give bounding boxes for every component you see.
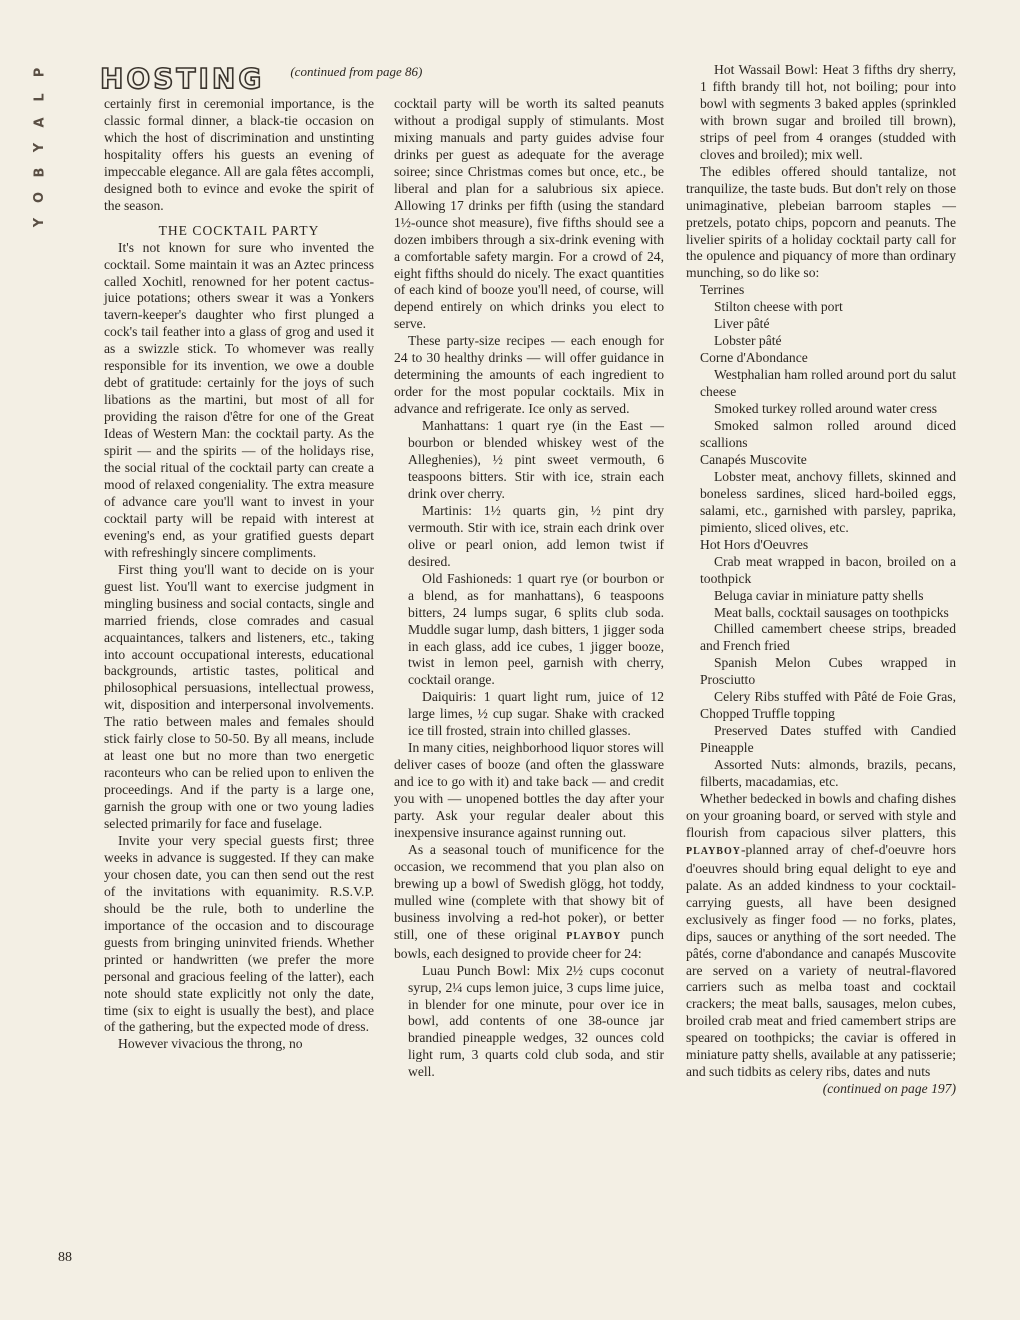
sidebar-letter: L	[32, 93, 48, 102]
paragraph: The edibles offered should tantalize, not tranquilize, the taste buds. But don't rely on those unimaginative, plebeian barroom staples — pretzels, potato chips, popcorn and peanuts. The livelier spirits of a holiday cocktail party call for the opulence and piquancy of more than ordinary munching, so do like so:	[686, 163, 956, 281]
recipe-martinis: Martinis: 1½ quarts gin, ½ pint dry vermouth. Stir with ice, strain each drink over olive or pearl onion, add lemon twist if desired.	[408, 502, 664, 569]
paragraph: In many cities, neighborhood liquor stores will deliver cases of booze (and often the glassware and ice to go with it) and take back — and credit you with — unopened bottles the day after your party. Ask your regular dealer about this inexpensive insurance against running out.	[394, 740, 664, 840]
column-2	[394, 96, 664, 1081]
menu-item: Stilton cheese with port	[714, 299, 843, 315]
paragraph: It's not known for sure who invented the cocktail. Some maintain it was an Aztec princess called Xochitl, renowned for her potent cactus-juice potations; others swear it was a Yonkers tavern-keeper's daughter who first plunged a cock's tail feather into a glass of grog and used it as a swizzle stick. To whomever was really responsible for its invention, we owe a double debt of gratitude: certainly for the joys of such libations as the martini, but most of all for providing the raison d'être for one of the Great Ideas of Western Man: the cocktail party. As the spirit — and the spirits — of the holidays rise, the social ritual of the cocktail party can create a mood of relaxed congeniality. The extra measure of advance care you'll want to invest in your cocktail party will be repaid with interest at evening's end, as your gratified guests depart with refreshingly sincere compliments.	[104, 239, 374, 560]
continued-from-note: (continued from page 86)	[290, 64, 423, 79]
sidebar-letter: Y	[32, 217, 48, 228]
menu-item: Meat balls, cocktail sausages on toothpicks	[714, 604, 949, 620]
sidebar-letter: Y	[32, 142, 48, 153]
menu-item: Liver pâté	[714, 316, 770, 332]
menu-category: Canapés Muscovite	[700, 451, 807, 467]
menu-extra: Spanish Melon Cubes wrapped in Prosciutto	[700, 655, 956, 688]
sidebar-letter: A	[32, 117, 48, 128]
paragraph: cocktail party will be worth its salted peanuts without a prodigal supply of stimulants. Most mixing manuals and party guides advise four drinks per guest as adequate for the average soiree; since Christmas comes but once, etc., be liberal and plan for a salubrious six apiece. Allowing 17 drinks per fifth (using the standard 1½-ounce shot measure), five fifths should see a dozen imbibers through a six-drink evening with a comfortable safety margin. For a crowd of 24, eight fifths should do nicely. The exact quantities of each kind of booze you'll need, of course, will depend entirely on which drinks you elect to serve.	[394, 96, 664, 332]
menu-category: Corne d'Abondance	[700, 350, 808, 366]
paragraph: certainly first in ceremonial importance, is the classic formal dinner, a black-tie occasion on which the host of discrimination and unstinting hospitality offers his guests an evening of impeccable elegance. All are gala fêtes accompli, designed both to evince and evoke the spirit of the season.	[104, 96, 374, 213]
section-heading: THE COCKTAIL PARTY	[158, 222, 320, 238]
page-number: 88	[58, 1250, 72, 1265]
menu-extra: Preserved Dates stuffed with Candied Pineapple	[700, 723, 956, 756]
menu-item: Westphalian ham rolled around port du salut cheese	[700, 367, 956, 400]
sidebar-letter: P	[32, 67, 48, 78]
continued-on-note: (continued on page 197)	[822, 1081, 956, 1097]
paragraph	[394, 842, 664, 963]
column-1	[104, 96, 374, 1053]
paragraph: First thing you'll want to decide on is your guest list. You'll want to exercise judgment in mingling business and social contacts, single and married friends, close comrades and casual acquaintances, talkers and listeners, etc., taking into account occupational interests, educational backgrounds, artistic tastes, political and philosophical persuasions, intellectual prowess, wit, disposition and interpersonal involvements. The ratio between males and females should stick fairly close to 50-50. By all means, include at least one but no more than two energetic raconteurs who can be relied upon to enliven the proceedings. And if the party is a large one, garnish the group with one or two young ladies selected primarily for face and fuselage.	[104, 561, 374, 832]
menu-category: Hot Hors d'Oeuvres	[700, 536, 809, 552]
article-header	[100, 60, 422, 94]
menu-item: Beluga caviar in miniature patty shells	[714, 587, 924, 603]
menu-category: Terrines	[700, 282, 745, 298]
sidebar-letter: B	[32, 167, 48, 178]
paragraph-text: punch bowls, each designed to provide cheer for 24:	[394, 926, 664, 961]
menu-item: Chilled camembert cheese strips, breaded and French fried	[700, 621, 956, 654]
magazine-sidebar	[28, 60, 52, 235]
paragraph: However vivacious the throng, no	[118, 1036, 303, 1052]
menu-extra: Assorted Nuts: almonds, brazils, pecans, filberts, macadamias, etc.	[700, 757, 956, 790]
paragraph	[686, 791, 956, 1081]
paragraph: Invite your very special guests first; three weeks in advance is suggested. If they can make your chosen date, you can then send out the rest of the invitations with equanimity. R.S.V.P. should be the rule, both to underline the importance of the occasion and to discourage guests from bringing uninvited friends. Whether printed or handwritten (we prefer the more personal and gracious feeling of the latter), each note should state explicitly not only the date, time (six to eight is usually the best), and place of the gathering, but the expected mode of dress.	[104, 832, 374, 1035]
paragraph-text: Whether bedecked in bowls and chafing dishes on your groaning board, or served with style and flourish from capacious silver platters, this	[686, 790, 956, 840]
paragraph-text: -planned array of chef-d'oeuvre hors d'oeuvres should bring equal delight to eye and palate. As an added kindness to your cocktail-carrying guests, all have been designed exclusively as finger food — no forks, plates, dips, sauces or anything of the sort needed. The pâtés, corne d'abondance and canapés Muscovite are served on a variety of neutral-flavored carriers such as melba toast and cocktail crackers; the meat balls, sausages, melon cubes, broiled crab meat and fried camembert strips are speared on toothpicks; the caviar is offered in miniature patty shells, available at any patisserie; and such tidbits as celery ribs, dates and nuts	[686, 841, 956, 1080]
recipe-hot-wassail-bowl: Hot Wassail Bowl: Heat 3 fifths dry sherry, 1 fifth brandy till hot, not boiling; pour into bowl with segments 3 baked apples (sprinkled with brown sugar and broiled till brown), strips of peel from 4 oranges (studded with cloves and broiled); mix well.	[700, 62, 956, 162]
brand-name: PLAYBOY	[686, 845, 741, 857]
menu-item: Smoked turkey rolled around water cress	[714, 401, 938, 417]
recipe-daiquiris: Daiquiris: 1 quart light rum, juice of 12 large limes, ½ cup sugar. Shake with cracked ice till frosted, strain into chilled glasses.	[408, 689, 664, 739]
menu-item: Smoked salmon rolled around diced scallions	[700, 418, 956, 450]
paragraph: These party-size recipes — each enough for 24 to 30 healthy drinks — will offer guidance in determining the amounts of each ingredient to order for the most popular cocktails. Mix in advance and refrigerate. Ice only as served.	[394, 333, 664, 417]
paragraph-text: As a seasonal touch of munificence for the occasion, we recommend that you plan also on brewing up a bowl of Swedish glögg, hot toddy, mulled wine (complete with that showy bit of business involving a red-hot poker), or better still, one of these original	[394, 841, 664, 942]
menu-item: Crab meat wrapped in bacon, broiled on a toothpick	[700, 553, 956, 586]
brand-name: PLAYBOY	[566, 930, 622, 942]
menu-item: Lobster meat, anchovy fillets, skinned and boneless sardines, sliced hard-boiled eggs, salami, etc., garnished with parsley, paprika, pimiento, sliced olives, etc.	[700, 468, 956, 535]
article-title: HOSTING	[100, 62, 265, 95]
menu-item: Lobster pâté	[714, 333, 782, 349]
recipe-old-fashioneds: Old Fashioneds: 1 quart rye (or bourbon or a blend, as for manhattans), 6 teaspoons bitters, 24 lumps sugar, 6 splits club soda. Muddle sugar lump, dash bitters, 1 jigger soda in each glass, add ice cubes, 1 jigger booze, twist in lemon peel, garnish with cherry, cocktail orange.	[408, 570, 664, 688]
recipe-manhattans: Manhattans: 1 quart rye (in the East — bourbon or blended whiskey west of the Alleghenies), ½ pint sweet vermouth, 6 teaspoons bitters. Stir with ice, strain each drink over cherry.	[408, 418, 664, 501]
column-3	[686, 62, 956, 1098]
recipe-luau-punch-bowl: Luau Punch Bowl: Mix 2½ cups coconut syrup, 2¼ cups lemon juice, 3 cups lime juice, in blender for one minute, pour over ice in bowl, add contents of one 38-ounce jar brandied pineapple wedges, 32 ounces cold light rum, 3 quarts cold club soda, and stir well.	[408, 962, 664, 1080]
menu-extra: Celery Ribs stuffed with Pâté de Foie Gras, Chopped Truffle topping	[700, 689, 956, 722]
sidebar-letter: O	[32, 191, 48, 204]
